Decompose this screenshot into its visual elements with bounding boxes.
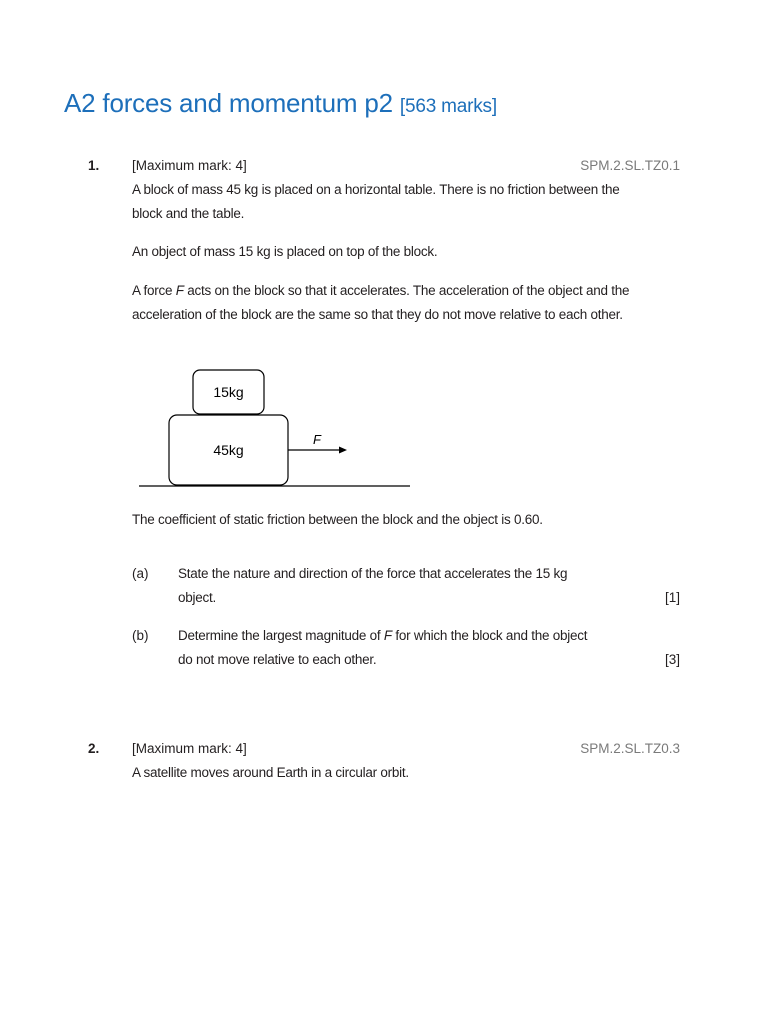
document-title [64, 88, 497, 119]
question-2-max-mark: [Maximum mark: 4] [132, 741, 247, 756]
part-a-marks: [1] [664, 590, 680, 605]
title-main: A2 forces and momentum p2 [64, 88, 393, 118]
question-2-code: SPM.2.SL.TZ0.3 [580, 741, 680, 756]
title-marks: [563 marks] [399, 96, 497, 117]
question-1-paragraph-2: An object of mass 15 kg is placed on top of the block. [132, 244, 438, 259]
question-2-paragraph-1: A satellite moves around Earth in a circular orbit. [132, 765, 409, 780]
blocks-diagram [138, 368, 414, 492]
part-a-letter: (a) [132, 566, 149, 581]
force-variable: F [383, 628, 392, 643]
part-b-text: Determine the largest magnitude of F for which the block and the object do not move relative to each other. [178, 628, 588, 667]
part-a-text: State the nature and direction of the force that accelerates the 15 kg object. [178, 566, 568, 605]
question-1-paragraph-4: The coefficient of static friction between the block and the object is 0.60. [132, 512, 543, 527]
force-variable: F [175, 283, 184, 298]
question-2-number: 2. [88, 741, 100, 756]
bottom-block-label: 45kg [213, 442, 244, 458]
question-1-paragraph-3: A force F acts on the block so that it accelerates. The acceleration of the object and the acceleration of the block are the same so that they do not move relative to each other. [132, 283, 630, 322]
force-label: F [313, 432, 321, 447]
part-b-letter: (b) [132, 628, 149, 643]
question-1-code: SPM.2.SL.TZ0.1 [580, 158, 680, 173]
question-1-max-mark: [Maximum mark: 4] [132, 158, 247, 173]
question-1-paragraph-1: A block of mass 45 kg is placed on a horizontal table. There is no friction between the block and the table. [132, 182, 620, 221]
force-arrow-head [339, 447, 347, 454]
top-block-label: 15kg [213, 384, 244, 400]
question-1-number: 1. [88, 158, 100, 173]
part-b-marks: [3] [664, 652, 680, 667]
